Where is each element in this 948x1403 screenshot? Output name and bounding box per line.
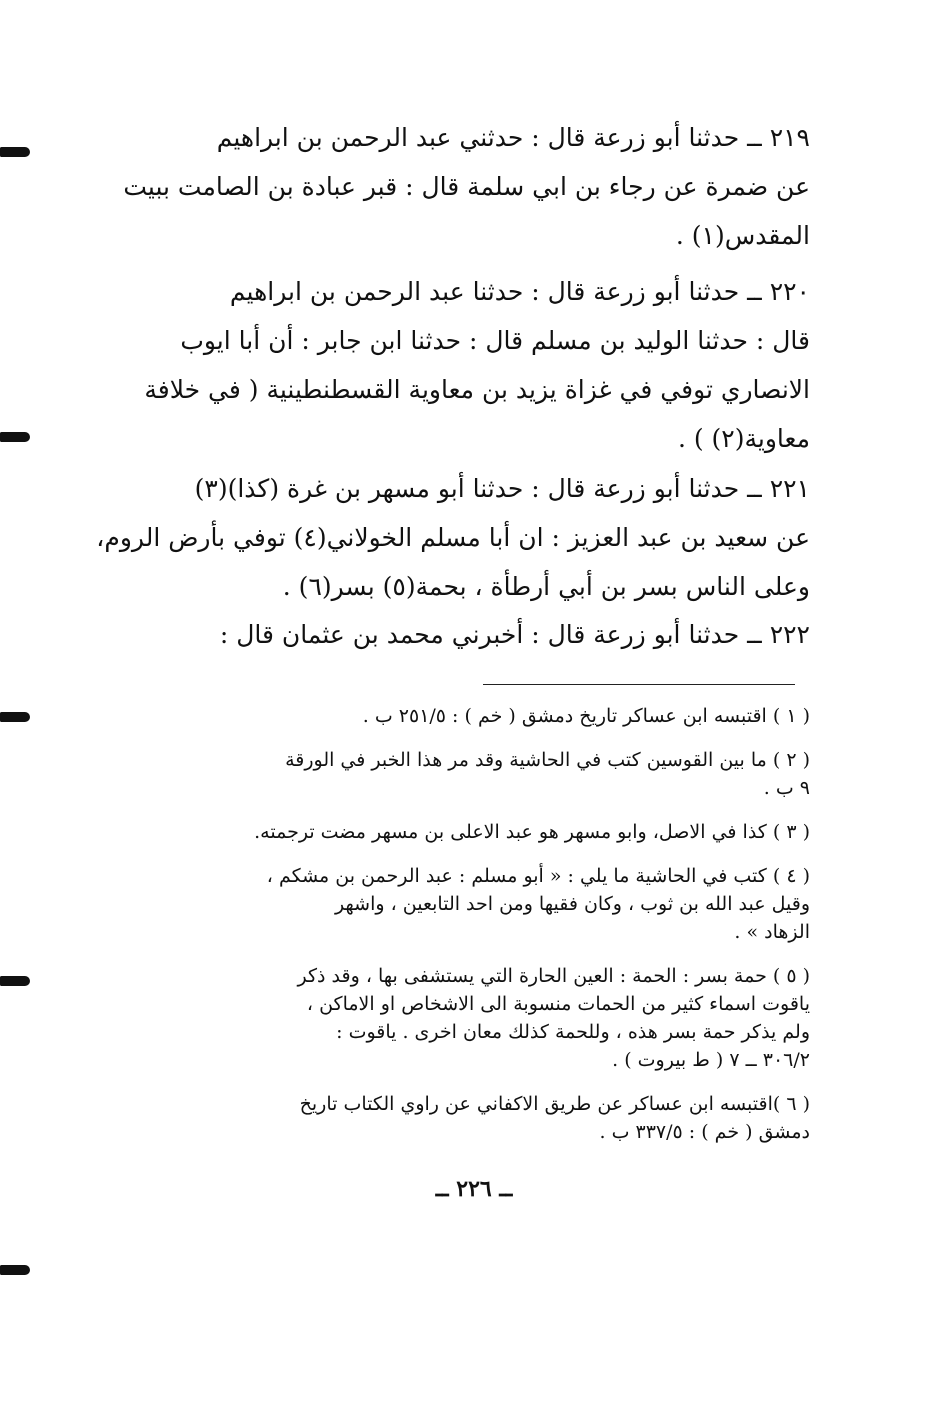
footnotes (160, 702, 810, 1162)
footnote-line: ٣٠٦/٢ ــ ٧ ( ط بيروت ) . (612, 1049, 810, 1071)
binding-mark (0, 147, 30, 157)
page-number: ــ ٢٢٦ ــ (435, 1176, 513, 1202)
hadith-paragraph-222 (160, 610, 810, 659)
hadith-paragraph-221 (96, 464, 810, 611)
binding-mark (0, 976, 30, 986)
footnote-line: ولم يذكر حمة بسر هذه ، وللحمة كذلك معان اخرى . ياقوت : (336, 1021, 810, 1043)
text-line: عن سعيد بن عبد العزيز : ان أبا مسلم الخولاني(٤) توفي بأرض الروم، (96, 523, 810, 552)
footnote-line: ( ٦ )اقتبسه ابن عساكر عن طريق الاكفاني عن راوي الكتاب تاريخ (299, 1093, 810, 1115)
footnote-5 (160, 962, 810, 1074)
text-line: معاوية(٢) ) . (677, 424, 810, 453)
text-line: المقدس(١) . (675, 221, 810, 250)
footnote-6 (160, 1090, 810, 1146)
footnote-line: ( ١ ) اقتبسه ابن عساكر تاريخ دمشق ( خم ) : ٢٥١/٥ ب . (362, 705, 810, 727)
text-line: الانصاري توفي في غزاة يزيد بن معاوية القسطنطينية ( في خلافة (144, 375, 810, 404)
text-line: ٢٢١ ــ حدثنا أبو زرعة قال : حدثنا أبو مسهر بن غرة (كذا)(٣) (194, 474, 810, 503)
footnote-line: ٩ ب . (763, 777, 810, 799)
footnote-line: ( ٤ ) كتب في الحاشية ما يلي : « أبو مسلم : عبد الرحمن بن مشكم ، (266, 865, 810, 887)
footnote-line: ( ٣ ) كذا في الاصل، وابو مسهر هو عبد الاعلى بن مسهر مضت ترجمته. (254, 821, 810, 843)
binding-mark (0, 1265, 30, 1275)
text-line: ٢٢٠ ــ حدثنا أبو زرعة قال : حدثنا عبد الرحمن بن ابراهيم (229, 277, 810, 306)
hadith-paragraph-220 (144, 267, 810, 463)
footnote-line: دمشق ( خم ) : ٣٣٧/٥ ب . (599, 1121, 810, 1143)
footnote-line: ( ٥ ) حمة بسر : الحمة : العين الحارة التي يستشفى بها ، وقد ذكر (297, 965, 810, 987)
footnote-4 (160, 862, 810, 946)
text-line: قال : حدثنا الوليد بن مسلم قال : حدثنا ابن جابر : أن أبا ايوب (180, 326, 810, 355)
text-line: وعلى الناس بسر بن أبي أرطأة ، بحمة(٥) بسر(٦) . (282, 572, 810, 601)
footnote-line: الزهاد » . (734, 921, 810, 943)
binding-mark (0, 712, 30, 722)
footnote-line: ( ٢ ) ما بين القوسين كتب في الحاشية وقد مر هذا الخبر في الورقة (285, 749, 810, 771)
text-line: عن ضمرة عن رجاء بن ابي سلمة قال : قبر عبادة بن الصامت ببيت (123, 172, 810, 201)
text-line: ٢٢٢ ــ حدثنا أبو زرعة قال : أخبرني محمد بن عثمان قال : (219, 620, 810, 649)
footnote-line: ياقوت اسماء كثير من الحمات منسوبة الى الاشخاص او الاماكن ، (306, 993, 810, 1015)
text-line: ٢١٩ ــ حدثنا أبو زرعة قال : حدثني عبد الرحمن بن ابراهيم (216, 123, 810, 152)
footnote-3 (160, 818, 810, 846)
footnote-2 (160, 746, 810, 802)
binding-mark (0, 432, 30, 442)
footnote-divider (483, 684, 795, 685)
footnote-line: وقيل عبد الله بن ثوب ، وكان فقيها ومن احد التابعين ، واشهر (334, 893, 810, 915)
hadith-paragraph-219 (123, 113, 810, 260)
footnote-1 (160, 702, 810, 730)
